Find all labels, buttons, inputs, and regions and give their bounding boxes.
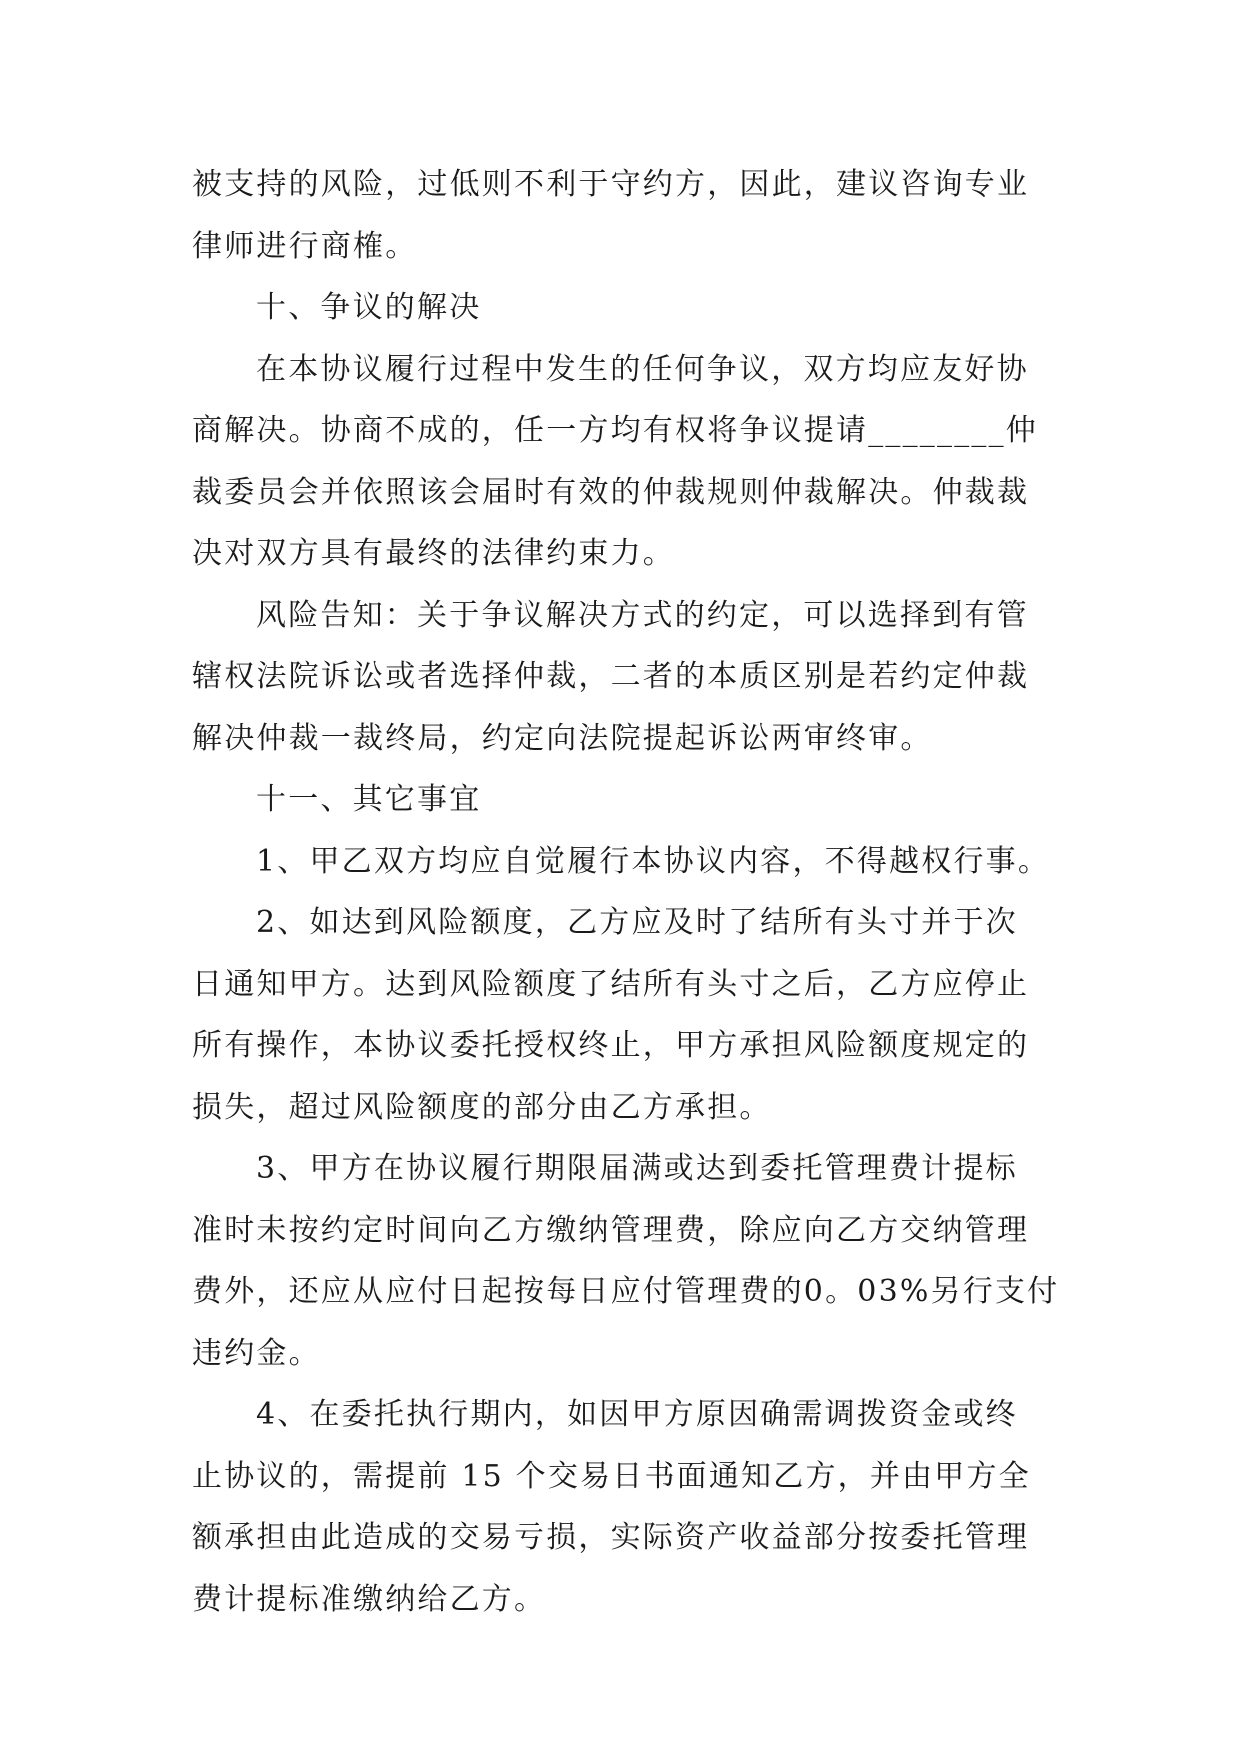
text-line: 风险告知：关于争议解决方式的约定，可以选择到有管 — [256, 597, 1029, 633]
text-line: 被支持的风险，过低则不利于守约方，因此，建议咨询专业 — [192, 167, 1030, 202]
text-line: 辖权法院诉讼或者选择仲裁，二者的本质区别是若约定仲裁 — [192, 659, 1030, 694]
document-body — [192, 154, 1060, 1630]
text-line: 准时未按约定时间向乙方缴纳管理费，除应向乙方交纳管理 — [192, 1212, 1030, 1248]
text-line: 律师进行商榷。 — [192, 228, 418, 264]
text-line: 止协议的，需提前 15 个交易日书面通知乙方，并由甲方全 — [192, 1458, 1031, 1494]
text-line: 违约金。 — [192, 1335, 321, 1371]
text-line: 1、甲乙双方均应自觉履行本协议内容，不得越权行事。 — [256, 843, 1051, 879]
section-heading: 十、争议的解决 — [256, 290, 482, 325]
text-line: 裁委员会并依照该会届时有效的仲裁规则仲裁解决。仲裁裁 — [192, 474, 1030, 510]
text-line: 决对双方具有最终的法律约束力。 — [192, 536, 675, 571]
text-line: 商解决。协商不成的，任一方均有权将争议提请________仲 — [192, 413, 1038, 448]
text-line: 损失，超过风险额度的部分由乙方承担。 — [192, 1089, 772, 1125]
text-line: 所有操作，本协议委托授权终止，甲方承担风险额度规定的 — [192, 1028, 1030, 1063]
text-line: 在本协议履行过程中发生的任何争议，双方均应友好协 — [256, 351, 1029, 387]
text-line: 4、在委托执行期内，如因甲方原因确需调拨资金或终 — [256, 1397, 1018, 1432]
text-line: 2、如达到风险额度，乙方应及时了结所有头寸并于次 — [256, 905, 1018, 940]
text-line: 日通知甲方。达到风险额度了结所有头寸之后，乙方应停止 — [192, 966, 1030, 1002]
text-line: 解决仲裁一裁终局，约定向法院提起诉讼两审终审。 — [192, 720, 933, 756]
text-line: 费外，还应从应付日起按每日应付管理费的0。03%另行支付 — [192, 1274, 1060, 1309]
text-line: 费计提标准缴纳给乙方。 — [192, 1581, 547, 1617]
text-line: 3、甲方在协议履行期限届满或达到委托管理费计提标 — [256, 1151, 1018, 1186]
text-line: 额承担由此造成的交易亏损，实际资产收益部分按委托管理 — [192, 1520, 1030, 1555]
section-heading: 十一、其它事宜 — [256, 782, 482, 817]
